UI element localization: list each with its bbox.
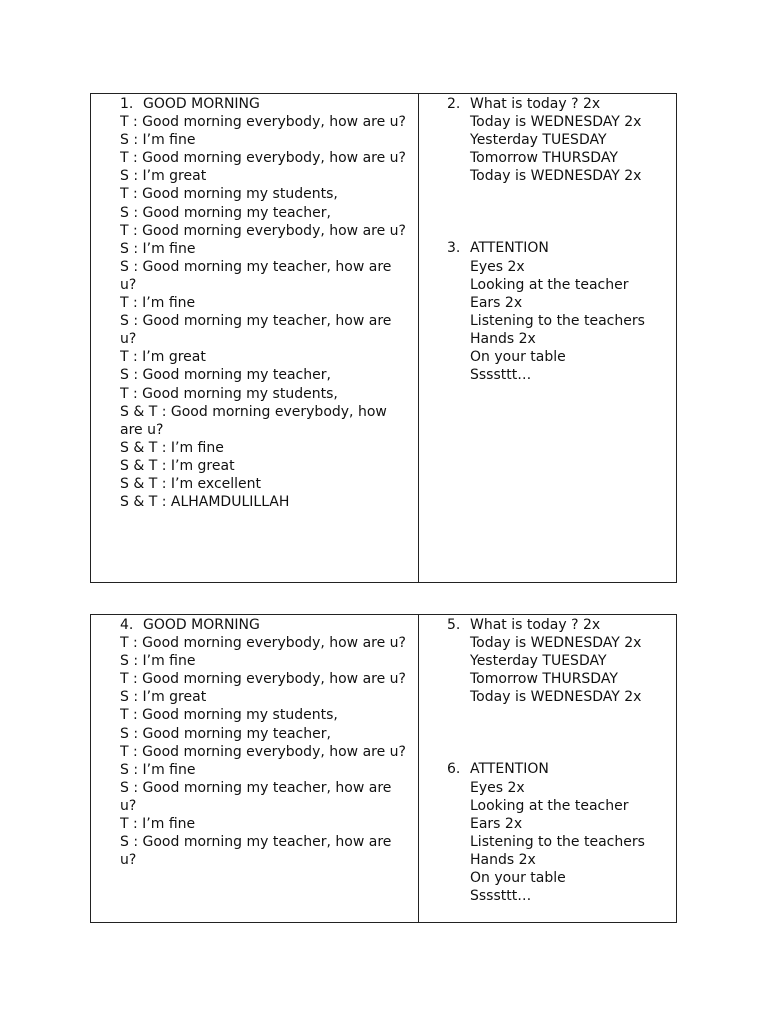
chant-line: On your table [470, 870, 566, 887]
section-number: 4. [120, 617, 134, 633]
day-and-attention-column-2 [447, 616, 672, 905]
dialogue-line: T : Good morning my students, [120, 385, 338, 402]
section-number: 6. [447, 761, 461, 778]
dialogue-line: S & T : ALHAMDULILLAH [120, 494, 290, 511]
section-title: GOOD MORNING [143, 96, 260, 112]
dialogue-line: S : Good morning my teacher, [120, 367, 331, 384]
chant-line: Listening to the teachers [470, 833, 645, 850]
dialogue-line: S : Good morning my teacher, how are u? [120, 834, 392, 869]
chant-line: Ears 2x [470, 294, 523, 311]
dialogue-line: T : I’m fine [120, 816, 196, 833]
dialogue-line: T : Good morning my students, [120, 707, 338, 724]
section-title: What is today ? 2x [470, 96, 601, 112]
column-divider [418, 94, 419, 582]
chant-line: Yesterday TUESDAY [470, 132, 607, 149]
chant-line: Ssssttt… [470, 367, 532, 384]
dialogue-line: S : I’m fine [120, 240, 196, 257]
dialogue-line: T : Good morning everybody, how are u? [120, 671, 406, 688]
chant-line: Looking at the teacher [470, 276, 629, 293]
section-number: 5. [447, 617, 461, 633]
dialogue-line: T : Good morning everybody, how are u? [120, 114, 406, 131]
dialogue-line: S : Good morning my teacher, [120, 204, 331, 221]
section-heading [447, 616, 672, 634]
dialogue-line: S & T : Good morning everybody, how are u? [120, 403, 387, 438]
section-number: 2. [447, 96, 461, 112]
section-heading [120, 95, 410, 113]
chant-line: Hands 2x [470, 330, 536, 347]
chant-line: Hands 2x [470, 851, 536, 868]
chant-line: Listening to the teachers [470, 312, 645, 329]
dialogue-line: S & T : I’m great [120, 457, 235, 474]
dialogue-line: S : I’m fine [120, 761, 196, 778]
chant-line: Ears 2x [470, 815, 523, 832]
chant-line: Eyes 2x [470, 779, 525, 796]
chant-line: Today is WEDNESDAY 2x [470, 168, 642, 185]
dialogue-line: S & T : I’m fine [120, 439, 224, 456]
dialogue-line: S & T : I’m excellent [120, 475, 262, 492]
chant-line: Today is WEDNESDAY 2x [470, 114, 642, 131]
dialogue-line: T : I’m great [120, 349, 206, 366]
dialogue-line: S : I’m fine [120, 653, 196, 670]
section-heading [447, 760, 672, 778]
good-morning-dialogue-1 [120, 95, 410, 511]
section-title: ATTENTION [470, 240, 549, 257]
good-morning-dialogue-2 [120, 616, 410, 869]
section-heading [120, 616, 410, 634]
dialogue-card-1 [90, 93, 677, 583]
dialogue-line: T : I’m fine [120, 295, 196, 312]
chant-line: Looking at the teacher [470, 797, 629, 814]
chant-line: Today is WEDNESDAY 2x [470, 689, 642, 706]
section-title: GOOD MORNING [143, 617, 260, 633]
dialogue-line: S : I’m great [120, 168, 207, 185]
section-title: ATTENTION [470, 761, 549, 778]
dialogue-line: T : Good morning everybody, how are u? [120, 743, 406, 760]
chant-line: Eyes 2x [470, 258, 525, 275]
dialogue-line: S : Good morning my teacher, how are u? [120, 779, 392, 814]
chant-line: Tomorrow THURSDAY [470, 150, 618, 167]
dialogue-line: T : Good morning everybody, how are u? [120, 635, 406, 652]
dialogue-line: S : Good morning my teacher, how are u? [120, 258, 392, 293]
dialogue-line: S : Good morning my teacher, [120, 725, 331, 742]
dialogue-line: S : I’m great [120, 689, 207, 706]
chant-line: Ssssttt… [470, 888, 532, 905]
dialogue-line: T : Good morning my students, [120, 186, 338, 203]
day-and-attention-column-1 [447, 95, 672, 384]
section-number: 1. [120, 96, 134, 112]
chant-line: Today is WEDNESDAY 2x [470, 635, 642, 652]
section-heading [447, 95, 672, 113]
chant-line: Yesterday TUESDAY [470, 653, 607, 670]
dialogue-line: S : Good morning my teacher, how are u? [120, 313, 392, 348]
chant-line: Tomorrow THURSDAY [470, 671, 618, 688]
section-title: What is today ? 2x [470, 617, 601, 633]
section-number: 3. [447, 240, 461, 257]
dialogue-line: T : Good morning everybody, how are u? [120, 150, 406, 167]
dialogue-line: S : I’m fine [120, 132, 196, 149]
section-heading [447, 239, 672, 257]
dialogue-line: T : Good morning everybody, how are u? [120, 222, 406, 239]
chant-line: On your table [470, 349, 566, 366]
column-divider [418, 615, 419, 922]
dialogue-card-2 [90, 614, 677, 923]
